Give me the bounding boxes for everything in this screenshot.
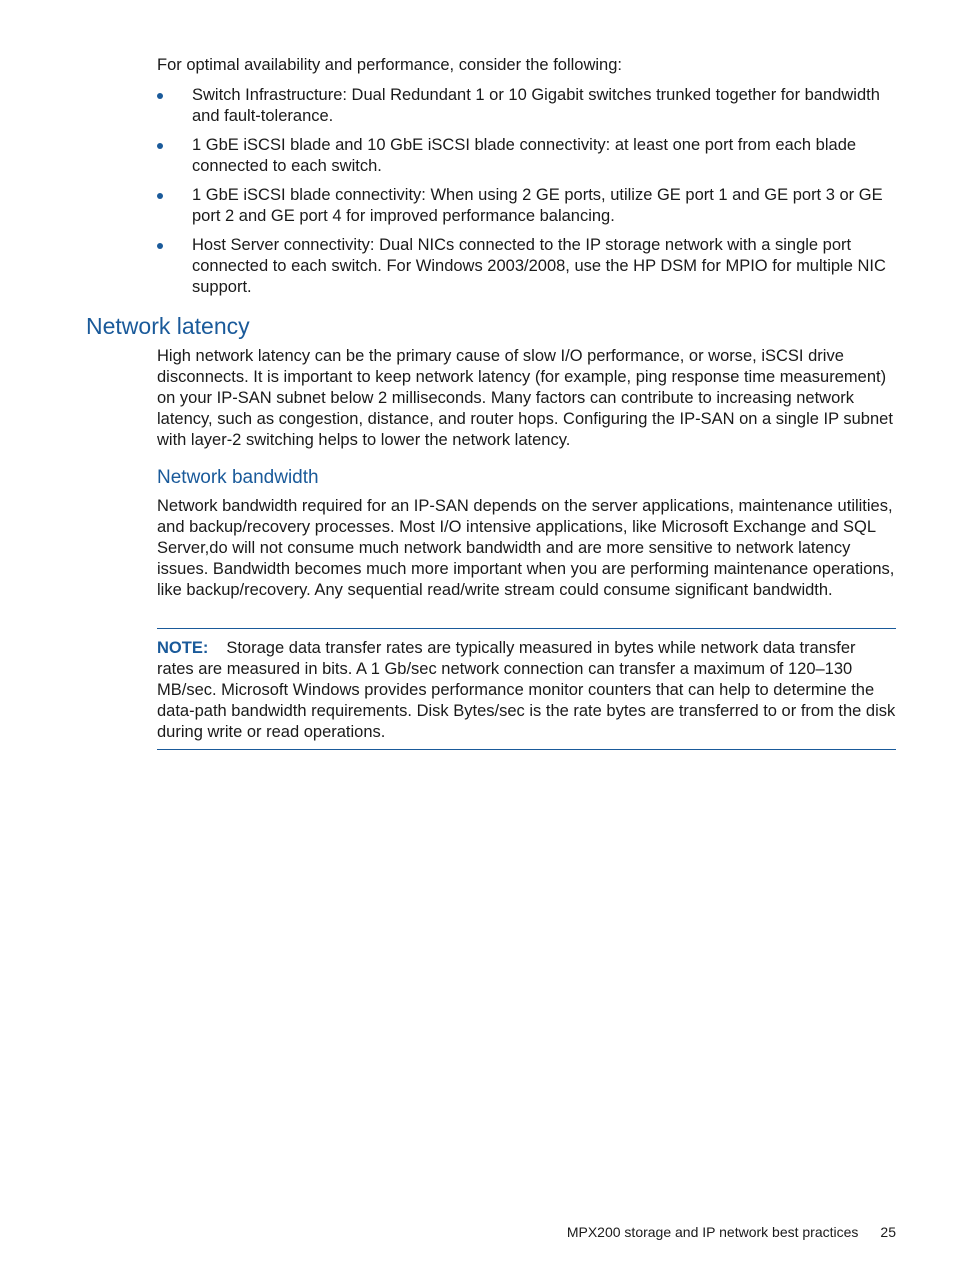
intro-paragraph: For optimal availability and performance, consider the following:: [157, 56, 622, 74]
list-item-text: Switch Infrastructure: Dual Redundant 1 or 10 Gigabit switches trunked together for bandwidth and fault-tolerance.: [192, 86, 880, 125]
page-number: 25: [880, 1224, 896, 1240]
list-item: [157, 185, 897, 227]
page-footer: [567, 1222, 896, 1242]
list-item: [157, 135, 897, 177]
considerations-list: [157, 85, 897, 306]
note-text: Storage data transfer rates are typically measured in bytes while network data transfer rates are measured in bits. A 1 Gb/sec network connection can transfer a maximum of 120–130 MB/sec. Microsoft Windows provides performance monitor counters that can help to determine the data-path bandwidth requirements. Disk Bytes/sec is the rate bytes are transferred to or from the disk during write or read operations.: [157, 639, 896, 741]
network-latency-paragraph: High network latency can be the primary cause of slow I/O performance, or worse, iSCSI drive disconnects. It is important to keep network latency (for example, ping response time measurement) on your IP-SAN subnet below 2 milliseconds. Many factors can contribute to increasing network latency, such as congestion, distance, and router hops. Configuring the IP-SAN on a single IP subnet with layer-2 switching helps to lower the network latency.: [157, 347, 893, 449]
bullet-icon: [157, 193, 163, 199]
list-item: [157, 235, 897, 298]
list-item-text: Host Server connectivity: Dual NICs connected to the IP storage network with a single port connected to each switch. For Windows 2003/2008, use the HP DSM for MPIO for multiple NIC support.: [192, 236, 886, 296]
footer-title: MPX200 storage and IP network best practices: [566, 1224, 859, 1240]
note-box: [157, 628, 896, 750]
list-item-text: 1 GbE iSCSI blade connectivity: When using 2 GE ports, utilize GE port 1 and GE port 3 or GE port 2 and GE port 4 for improved performance balancing.: [192, 186, 883, 225]
list-item: [157, 85, 897, 127]
note-label: NOTE:: [157, 639, 209, 657]
section-heading-network-latency: Network latency: [86, 313, 250, 339]
network-bandwidth-paragraph: Network bandwidth required for an IP-SAN depends on the server applications, maintenance utilities, and backup/recovery processes. Most I/O intensive applications, like Microsoft Exchange and SQL Server,do will not consume much network bandwidth and are more sensitive to network latency issues. Bandwidth becomes much more important when you are performing maintenance operations, like backup/recovery. Any sequential read/write stream could consume significant bandwidth.: [157, 497, 895, 599]
bullet-icon: [157, 93, 163, 99]
list-item-text: 1 GbE iSCSI blade and 10 GbE iSCSI blade connectivity: at least one port from each blade connected to each switch.: [192, 136, 857, 175]
bullet-icon: [157, 143, 163, 149]
section-heading-network-bandwidth: Network bandwidth: [157, 467, 319, 488]
bullet-icon: [157, 243, 163, 249]
